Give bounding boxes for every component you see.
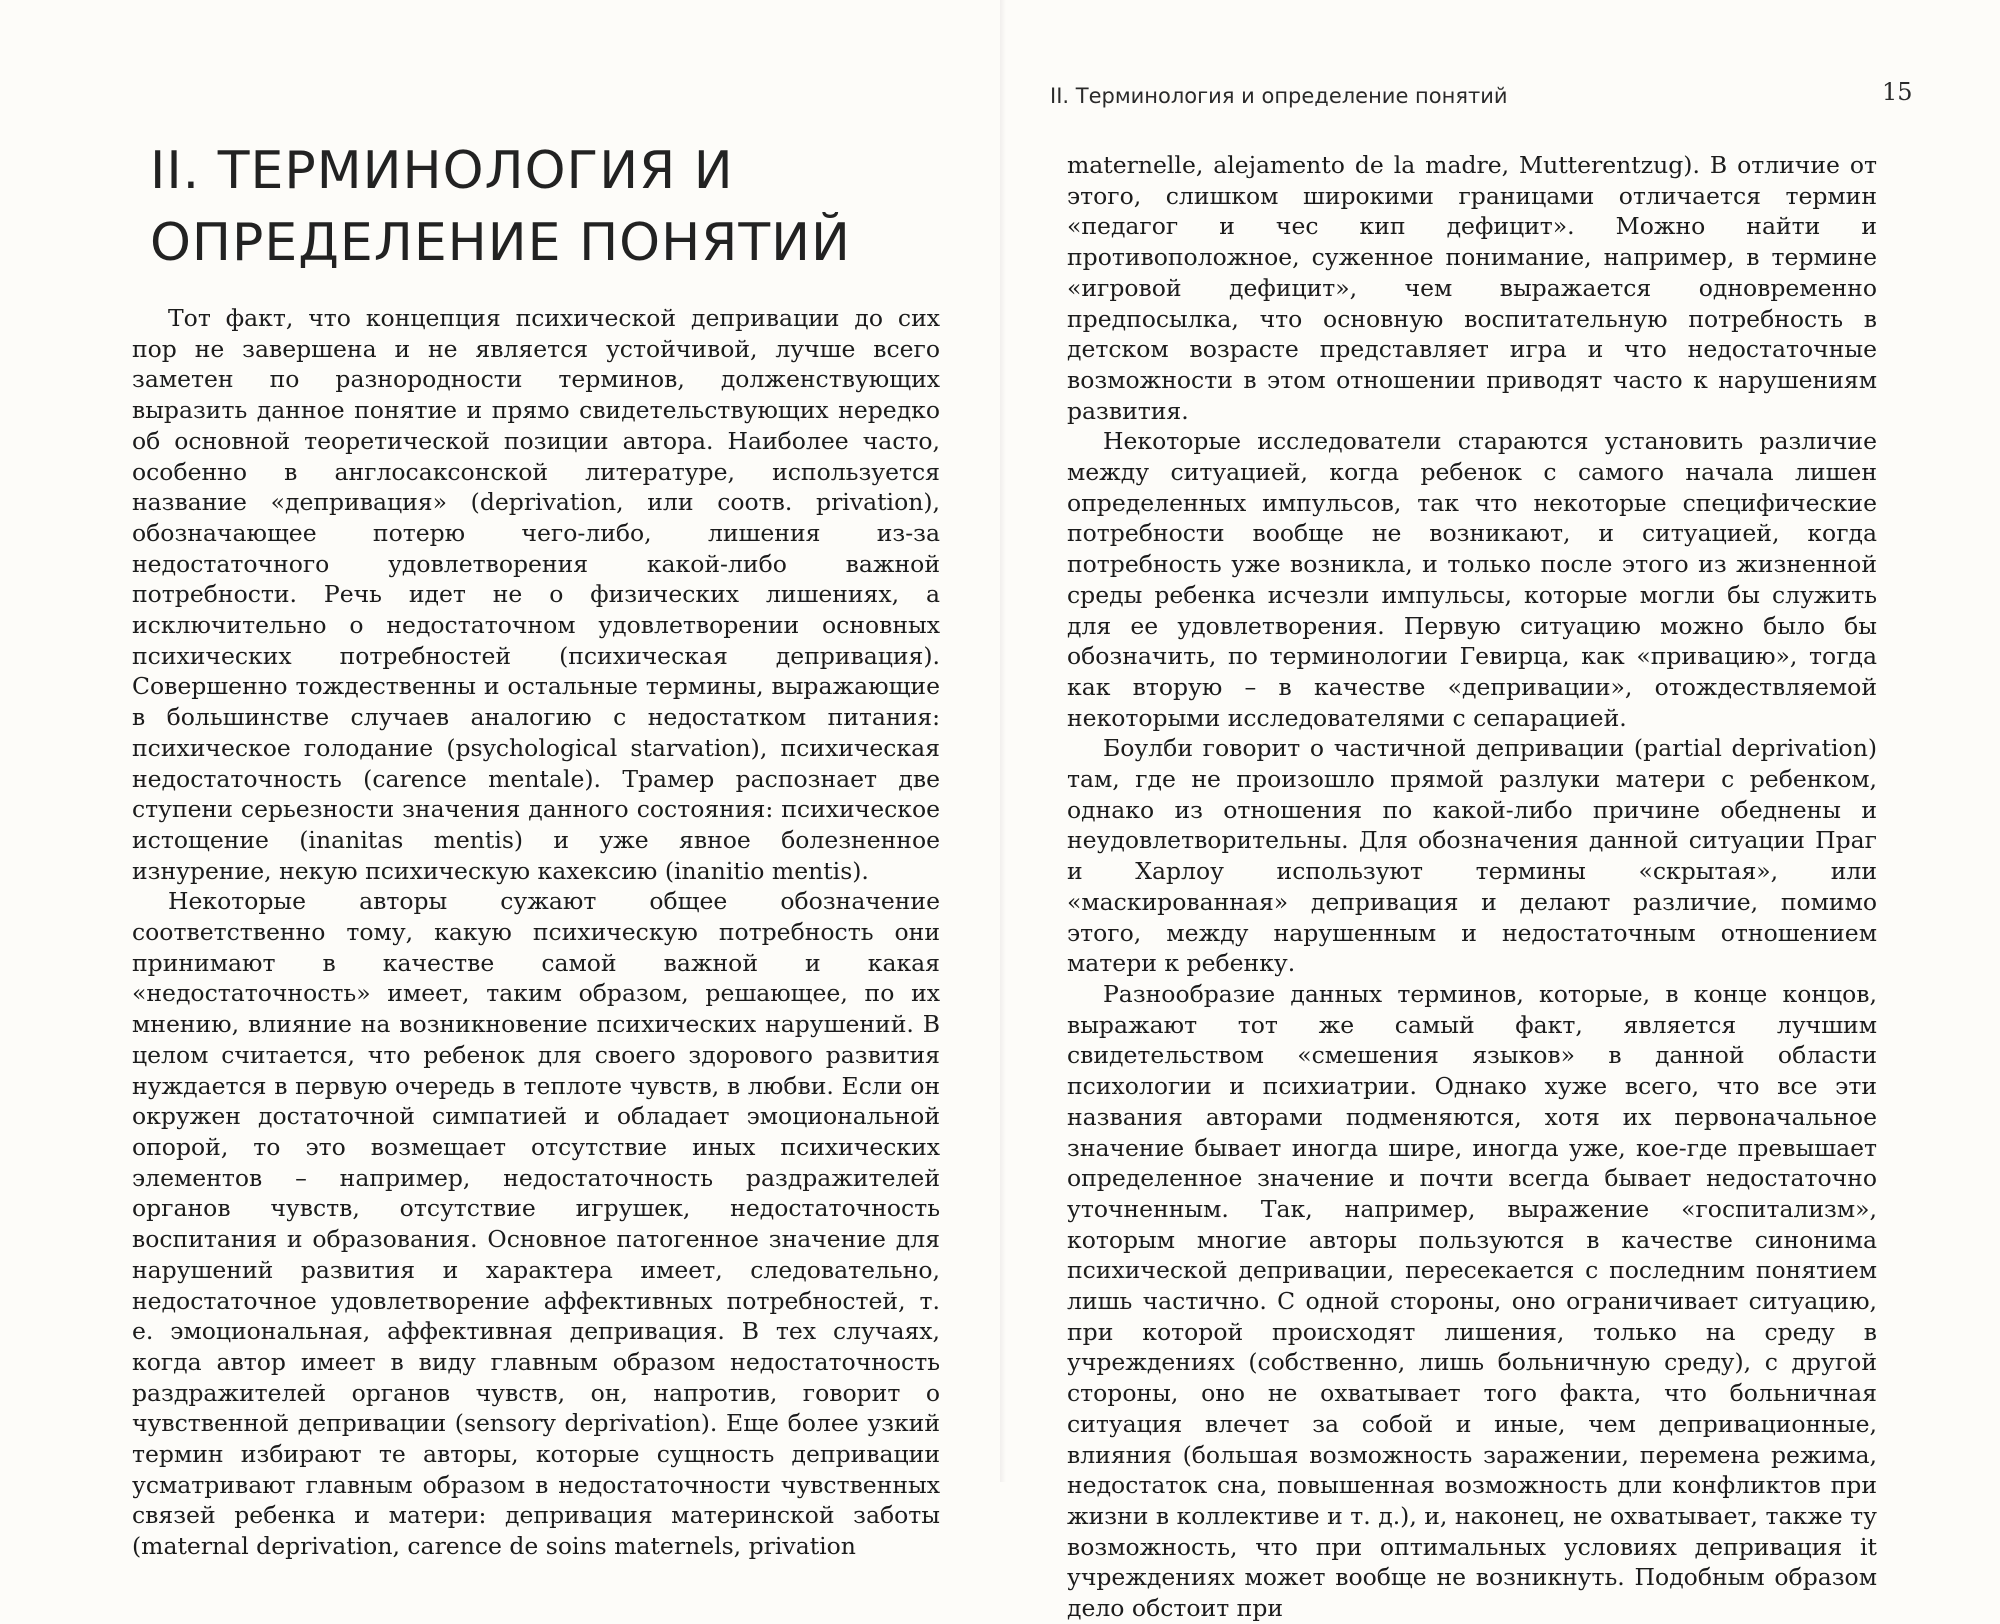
body-paragraph: Боулби говорит о частичной депривации (partial deprivation) там, где не произошло прямой разлуки матери с ребенком, однако из отношения по какой-либо причине обеднены и неудовлетворительны. Для обозначения данной ситуации Праг и Харлоу используют термины «скрытая», или «маскированная» депривация и делают различие, помимо этого, между нарушенным и недостаточным отношением матери к ребенку. xyxy=(1067,734,1877,978)
body-paragraph: Некоторые исследователи стараются установить различие между ситуацией, когда ребенок с самого начала лишен определенных импульсов, так что некоторые специфические потребности вообще не возникают, и ситуацией, когда потребность уже возникла, и только после этого из жизненной среды ребенка исчезли импульсы, которые могли бы служить для ее удовлетворения. Первую ситуацию можно было бы обозначить, по терминологии Гевирца, как «привацию», тогда как вторую – в качестве «депривации», отождествляемой некоторыми исследователями с сепарацией. xyxy=(1067,427,1877,732)
right-page xyxy=(1000,0,2000,1623)
body-paragraph: Разнообразие данных терминов, которые, в конце концов, выражают тот же самый факт, является лучшим свидетельством «смешения языков» в данной области психологии и психиатрии. Однако хуже всего, что все эти названия авторами подменяются, хотя их первоначальное значение бывает иногда шире, иногда уже, кое-где превышает определенное значение и почти всегда бывает недостаточно уточненным. Так, например, выражение «госпитализм», которым многие авторы пользуются в качестве синонима психической депривации, пересекается с последним понятием лишь частично. С одной стороны, оно ограничивает ситуацию, при которой происходят лишения, только на среду в учреждениях (собственно, лишь больничную среду), с другой стороны, оно не охватывает того факта, что больничная ситуация влечет за собой и иные, чем депривационные, влияния (большая возможность заражении, перемена режима, недостаток сна, повышенная возможность дли конфликтов при жизни в коллективе и т. д.), и, наконец, не охватывает, также ту возможность, что при оптимальных условиях депривация it учреждениях может вообще не возникнуть. Подобным образом дело обстоит при xyxy=(1067,979,1878,1623)
left-page xyxy=(0,0,1000,1561)
body-paragraph: Тот факт, что концепция психической депривации до сих пор не завершена и не является устойчивой, лучше всего заметен по разнородности терминов, долженствующих выразить данное понятие и прямо свидетельствующих нередко об основной теоретической позиции автора. Наиболее часто, особенно в англосаксонской литературе, используется название «депривация» (deprivation, или соотв. privation), обозначающее потерю чего-либо, лишения из-за недостаточного удовлетворения какой-либо важной потребности. Речь идет не о физических лишениях, а исключительно о недостаточном удовлетворении основных психических потребностей (психическая депривация). Совершенно тождественны и остальные термины, выражающие в большинстве случаев аналогию с недостатком питания: психическое голодание (psychological starvation), психическая недостаточность (carence mentale). Трамер распознает две ступени серьезности значения данного состояния: психическое истощение (inanitas mentis) и уже явное болезненное изнурение, некую психическую кахексию (inanitio mentis). xyxy=(132,304,940,885)
body-paragraph: maternelle, alejamento de la madre, Mutterentzug). В отличие от этого, слишком широкими границами отличается термин «педагог и чес кип дефицит». Можно найти и противоположное, суженное понимание, например, в термине «игровой дефицит», чем выражается одновременно предпосылка, что основную воспитательную потребность в детском возрасте представляет игра и что недостаточные возможности в этом отношении приводят часто к нарушениям развития. xyxy=(1067,151,1877,425)
running-head: II. Терминология и определение понятий xyxy=(1050,84,1508,108)
left-page-body xyxy=(132,303,940,1562)
chapter-title: II. ТЕРМИНОЛОГИЯ И ОПРЕДЕЛЕНИЕ ПОНЯТИЙ xyxy=(150,141,851,273)
body-paragraph: Некоторые авторы сужают общее обозначение соответственно тому, какую психическую потребность они принимают в качестве самой важной и какая «недостаточность» имеет, таким образом, решающее, по их мнению, влияние на возникновение психических нарушений. В целом считается, что ребенок для своего здорового развития нуждается в первую очередь в теплоте чувств, в любви. Если он окружен достаточной симпатией и обладает эмоциональной опорой, то это возмещает отсутствие иных психических элементов – например, недостаточность раздражителей органов чувств, отсутствие игрушек, недостаточность воспитания и образования. Основное патогенное значение для нарушений развития и характера имеет, следовательно, недостаточное удовлетворение аффективных потребностей, т. е. эмоциональная, аффективная депривация. В тех случаях, когда автор имеет в виду главным образом недостаточность раздражителей органов чувств, он, напротив, говорит о чувственной депривации (sensory deprivation). Еще более узкий термин избирают те авторы, которые сущность депривации усматривают главным образом в недостаточности чувственных связей ребенка и матери: депривация материнской заботы (maternal deprivation, carence de soins maternels, privation xyxy=(132,887,940,1561)
right-page-body xyxy=(1067,150,1877,1624)
page-number: 15 xyxy=(1882,78,1913,106)
